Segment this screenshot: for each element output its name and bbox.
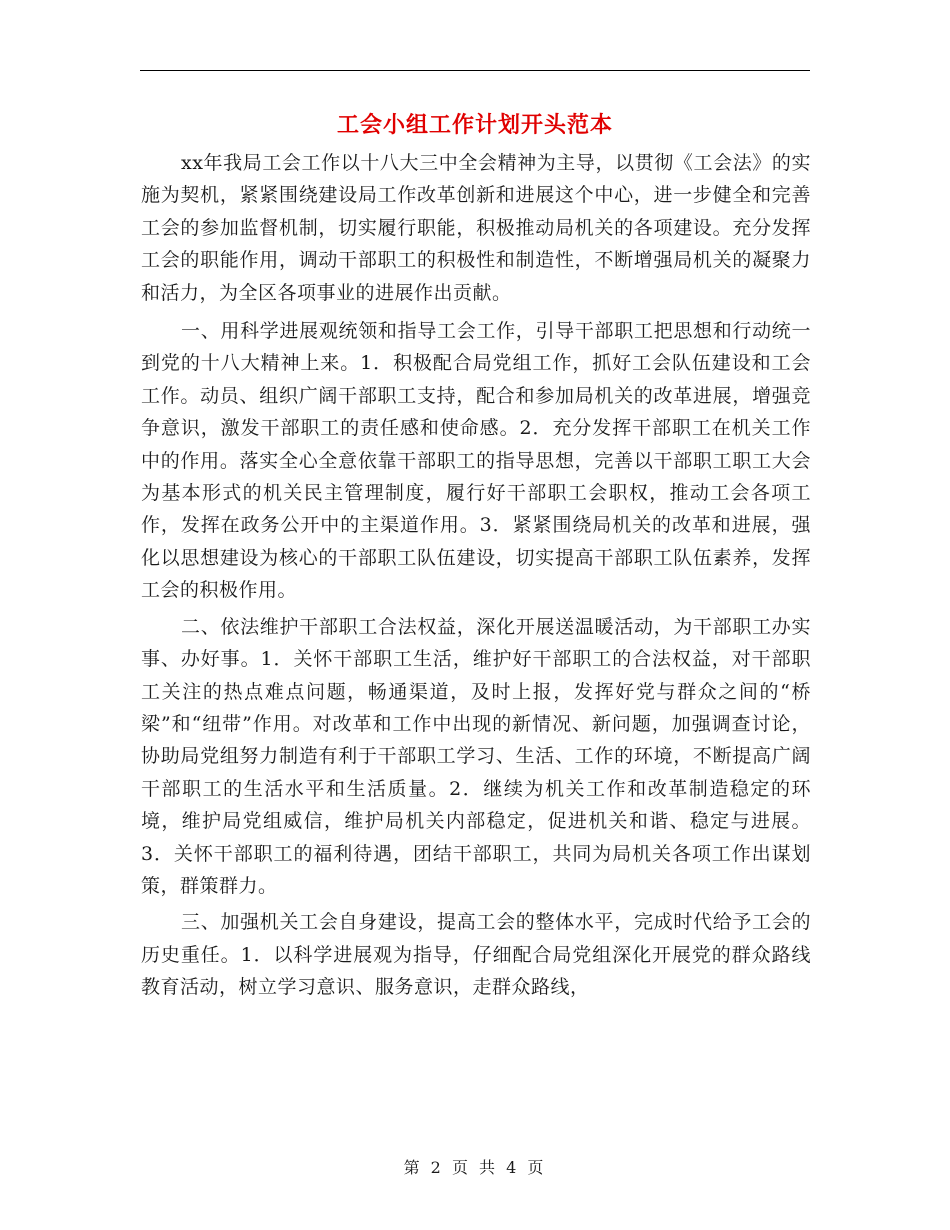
paragraph-section-1: 一、用科学进展观统领和指导工会工作，引导干部职工把思想和行动统一到党的十八大精神上来。1．积极配合局党组工作，抓好工会队伍建设和工会工作。动员、组织广阔干部职工支持，配合和参加局机关的改革进展，增强竞争意识，激发干部职工的责任感和使命感。2．充分发挥干部职工在机关工作中的作用。落实全心全意依靠干部职工的指导思想，完善以干部职工职工大会为基本形式的机关民主管理制度，履行好干部职工会职权，推动工会各项工作，发挥在政务公开中的主渠道作用。3．紧紧围绕局机关的改革和进展，强化以思想建设为核心的干部职工队伍建设，切实提高干部职工队伍素养，发挥工会的积极作用。 [141,320,811,602]
page-number-footer: 第 2 页 共 4 页 [403,1158,547,1177]
paragraph-section-3: 三、加强机关工会自身建设，提高工会的整体水平，完成时代给予工会的历史重任。1．以科学进展观为指导，仔细配合局党组深化开展党的群众路线教育活动，树立学习意识、服务意识，走群众路线， [141,911,811,999]
header-rule [140,70,810,71]
paragraph-section-2: 二、依法维护干部职工合法权益，深化开展送温暖活动，为干部职工办实事、办好事。1．关怀干部职工生活，维护好干部职工的合法权益，对干部职工关注的热点难点问题，畅通渠道，及时上报，发挥好党与群众之间的“桥梁”和“纽带”作用。对改革和工作中出现的新情况、新问题，加强调查讨论，协助局党组努力制造有利于干部职工学习、生活、工作的环境，不断提高广阔干部职工的生活水平和生活质量。2．继续为机关工作和改革制造稳定的环境，维护局党组威信，维护局机关内部稳定，促进机关和谐、稳定与进展。3．关怀干部职工的福利待遇，团结干部职工，共同为局机关各项工作出谋划策，群策群力。 [141,615,811,897]
paragraph-intro: xx年我局工会工作以十八大三中全会精神为主导，以贯彻《工会法》的实施为契机，紧紧围绕建设局工作改革创新和进展这个中心，进一步健全和完善工会的参加监督机制，切实履行职能，积极推动局机关的各项建设。充分发挥工会的职能作用，调动干部职工的积极性和制造性，不断增强局机关的凝聚力和活力，为全区各项事业的进展作出贡献。 [141,152,811,304]
document-body [141,147,811,1008]
document-title: 工会小组工作计划开头范本 [336,113,613,138]
